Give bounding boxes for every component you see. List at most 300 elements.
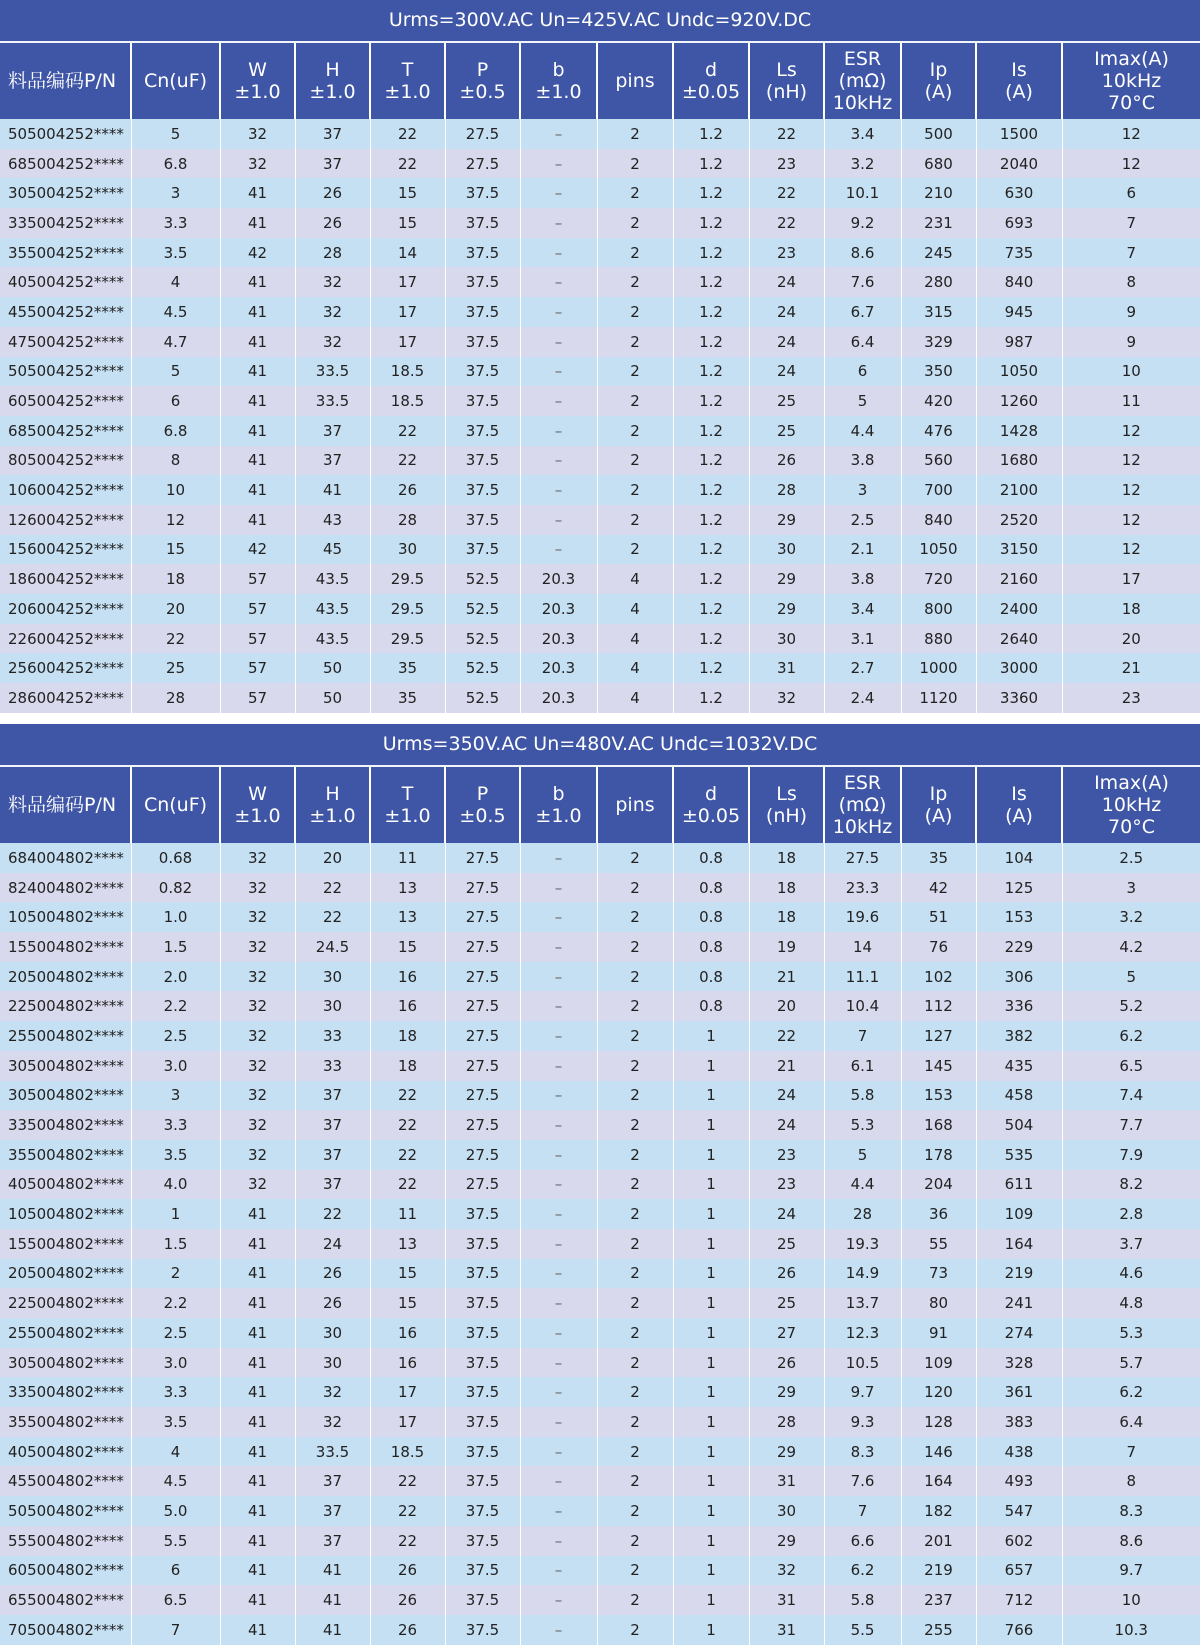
spec-value-cell: 237 xyxy=(901,1585,976,1615)
spec-value-cell: 28 xyxy=(749,1407,824,1437)
spec-value-cell: 37 xyxy=(295,1110,370,1140)
spec-value-cell: 7 xyxy=(1062,1437,1200,1467)
spec-value-cell: 41 xyxy=(220,357,295,387)
spec-value-cell: 458 xyxy=(976,1081,1062,1111)
spec-value-cell: 6.2 xyxy=(824,1556,901,1586)
spec-value-cell: 2 xyxy=(597,1170,673,1200)
table-row xyxy=(0,1318,1200,1348)
spec-value-cell: 37.5 xyxy=(445,267,520,297)
spec-value-cell: 104 xyxy=(976,843,1062,873)
spec-value-cell: 36 xyxy=(901,1199,976,1229)
column-header-unit: (A) xyxy=(1005,81,1033,103)
spec-value-cell: 18 xyxy=(370,1051,445,1081)
column-header-unit: (A) xyxy=(924,81,953,103)
spec-value-cell: 328 xyxy=(976,1348,1062,1378)
spec-value-cell: 7.6 xyxy=(824,1466,901,1496)
column-header-unit: ±1.0 xyxy=(384,805,431,827)
column-header-label: Imax(A) xyxy=(1094,772,1169,794)
spec-value-cell: 8.3 xyxy=(1062,1496,1200,1526)
column-header xyxy=(673,43,749,119)
spec-value-cell: 2.4 xyxy=(824,683,901,713)
spec-value-cell: 29.5 xyxy=(370,624,445,654)
spec-value-cell: 24.5 xyxy=(295,932,370,962)
spec-value-cell: 3 xyxy=(824,475,901,505)
spec-value-cell: 5.0 xyxy=(131,1496,220,1526)
spec-value-cell: 37.5 xyxy=(445,1318,520,1348)
table-row xyxy=(0,962,1200,992)
spec-value-cell: 41 xyxy=(220,1615,295,1645)
part-number-cell: 685004252**** xyxy=(0,416,131,446)
spec-value-cell: 800 xyxy=(901,594,976,624)
spec-value-cell: 2 xyxy=(597,208,673,238)
spec-value-cell: 37.5 xyxy=(445,1377,520,1407)
spec-value-cell: 32 xyxy=(220,119,295,149)
spec-value-cell: 109 xyxy=(901,1348,976,1378)
spec-value-cell: 35 xyxy=(370,683,445,713)
table-row xyxy=(0,1615,1200,1645)
spec-value-cell: 2.5 xyxy=(824,505,901,535)
spec-value-cell: 15 xyxy=(370,178,445,208)
spec-value-cell: – xyxy=(520,1288,597,1318)
part-number-cell: 505004802**** xyxy=(0,1496,131,1526)
spec-value-cell: 8.6 xyxy=(824,238,901,268)
spec-value-cell: 31 xyxy=(749,1466,824,1496)
spec-value-cell: 4 xyxy=(597,564,673,594)
spec-value-cell: 20.3 xyxy=(520,653,597,683)
spec-value-cell: 6.8 xyxy=(131,149,220,179)
spec-value-cell: – xyxy=(520,1199,597,1229)
spec-value-cell: 30 xyxy=(749,624,824,654)
spec-value-cell: 21 xyxy=(749,1051,824,1081)
spec-value-cell: 178 xyxy=(901,1140,976,1170)
spec-value-cell: 41 xyxy=(295,1556,370,1586)
column-header xyxy=(520,43,597,119)
spec-value-cell: 17 xyxy=(370,1407,445,1437)
spec-value-cell: 10 xyxy=(1062,1585,1200,1615)
table-row xyxy=(0,902,1200,932)
table-row xyxy=(0,327,1200,357)
spec-value-cell: 493 xyxy=(976,1466,1062,1496)
spec-value-cell: 4.8 xyxy=(1062,1288,1200,1318)
spec-value-cell: 37.5 xyxy=(445,1585,520,1615)
column-header-label: Imax(A) xyxy=(1094,48,1169,70)
spec-value-cell: 1.2 xyxy=(673,535,749,565)
spec-value-cell: 3 xyxy=(1062,873,1200,903)
spec-value-cell: 3.3 xyxy=(131,208,220,238)
spec-value-cell: 22 xyxy=(370,1170,445,1200)
spec-value-cell: 2 xyxy=(597,1110,673,1140)
spec-value-cell: 25 xyxy=(749,1288,824,1318)
spec-value-cell: 2 xyxy=(597,178,673,208)
spec-value-cell: 27.5 xyxy=(824,843,901,873)
spec-value-cell: 10 xyxy=(131,475,220,505)
spec-value-cell: 125 xyxy=(976,873,1062,903)
spec-value-cell: – xyxy=(520,932,597,962)
spec-value-cell: 2520 xyxy=(976,505,1062,535)
spec-value-cell: 2400 xyxy=(976,594,1062,624)
spec-value-cell: – xyxy=(520,843,597,873)
spec-value-cell: 5.5 xyxy=(824,1615,901,1645)
spec-value-cell: 2 xyxy=(597,1496,673,1526)
spec-value-cell: 22 xyxy=(370,149,445,179)
spec-value-cell: 2 xyxy=(597,327,673,357)
spec-value-cell: – xyxy=(520,1229,597,1259)
spec-value-cell: 0.82 xyxy=(131,873,220,903)
spec-value-cell: 6 xyxy=(131,386,220,416)
spec-value-cell: 2 xyxy=(597,1288,673,1318)
part-number-cell: 305004252**** xyxy=(0,178,131,208)
spec-value-cell: 27.5 xyxy=(445,149,520,179)
table-row xyxy=(0,1466,1200,1496)
spec-value-cell: 37 xyxy=(295,416,370,446)
spec-value-cell: 9.2 xyxy=(824,208,901,238)
column-header-label: d xyxy=(704,783,718,805)
spec-value-cell: 1.2 xyxy=(673,594,749,624)
spec-value-cell: 22 xyxy=(370,1496,445,1526)
spec-value-cell: 30 xyxy=(295,1318,370,1348)
column-header-label: pins xyxy=(615,794,655,816)
spec-value-cell: 25 xyxy=(749,386,824,416)
part-number-cell: 455004252**** xyxy=(0,297,131,327)
part-number-cell: 805004252**** xyxy=(0,446,131,476)
spec-value-cell: 41 xyxy=(220,1199,295,1229)
spec-value-cell: 29 xyxy=(749,1377,824,1407)
table-row xyxy=(0,1229,1200,1259)
spec-value-cell: 17 xyxy=(1062,564,1200,594)
column-header-label: 料品编码P/N xyxy=(8,794,117,816)
spec-value-cell: 42 xyxy=(220,238,295,268)
column-header-label: Is xyxy=(1011,59,1027,81)
spec-value-cell: 2.7 xyxy=(824,653,901,683)
spec-value-cell: 2 xyxy=(597,1466,673,1496)
column-header-label: b xyxy=(552,783,565,805)
column-header xyxy=(370,43,445,119)
spec-value-cell: 13.7 xyxy=(824,1288,901,1318)
voltage-rating-banner: Urms=350V.AC Un=480V.AC Undc=1032V.DC xyxy=(0,724,1200,767)
spec-value-cell: 37.5 xyxy=(445,1229,520,1259)
spec-value-cell: 31 xyxy=(749,653,824,683)
spec-value-cell: 25 xyxy=(131,653,220,683)
spec-value-cell: 32 xyxy=(220,902,295,932)
column-header-label: Ip xyxy=(929,59,948,81)
column-header xyxy=(445,767,520,843)
spec-value-cell: 4.5 xyxy=(131,297,220,327)
spec-value-cell: 37.5 xyxy=(445,1199,520,1229)
spec-value-cell: 7.6 xyxy=(824,267,901,297)
spec-value-cell: 693 xyxy=(976,208,1062,238)
spec-value-cell: 10 xyxy=(1062,357,1200,387)
part-number-cell: 335004252**** xyxy=(0,208,131,238)
spec-value-cell: 2.1 xyxy=(824,535,901,565)
spec-value-cell: 32 xyxy=(220,962,295,992)
column-header xyxy=(0,43,131,119)
column-header xyxy=(597,43,673,119)
spec-value-cell: 547 xyxy=(976,1496,1062,1526)
spec-value-cell: 4 xyxy=(597,683,673,713)
spec-value-cell: 1.2 xyxy=(673,208,749,238)
column-header-unit: 70°C xyxy=(1108,816,1155,838)
column-header-label: ESR xyxy=(843,48,882,70)
spec-value-cell: 24 xyxy=(749,1081,824,1111)
spec-value-cell: 1 xyxy=(673,1407,749,1437)
spec-value-cell: 33.5 xyxy=(295,357,370,387)
spec-value-cell: 9.7 xyxy=(1062,1556,1200,1586)
spec-value-cell: 3.7 xyxy=(1062,1229,1200,1259)
spec-value-cell: 8 xyxy=(131,446,220,476)
spec-value-cell: – xyxy=(520,1021,597,1051)
spec-value-cell: 2 xyxy=(597,1407,673,1437)
part-number-cell: 684004802**** xyxy=(0,843,131,873)
spec-value-cell: 29 xyxy=(749,564,824,594)
spec-value-cell: 15 xyxy=(131,535,220,565)
spec-value-cell: 2 xyxy=(597,446,673,476)
spec-value-cell: 26 xyxy=(749,446,824,476)
spec-value-cell: 3.3 xyxy=(131,1110,220,1140)
spec-value-cell: 146 xyxy=(901,1437,976,1467)
spec-value-cell: 2 xyxy=(597,843,673,873)
spec-value-cell: 1.2 xyxy=(673,178,749,208)
spec-value-cell: 31 xyxy=(749,1615,824,1645)
spec-value-cell: 23 xyxy=(749,149,824,179)
spec-value-cell: 3 xyxy=(131,1081,220,1111)
table-row xyxy=(0,1496,1200,1526)
spec-value-cell: 2 xyxy=(597,149,673,179)
spec-value-cell: 16 xyxy=(370,991,445,1021)
spec-value-cell: 210 xyxy=(901,178,976,208)
column-header-label: H xyxy=(325,783,340,805)
table-row xyxy=(0,1407,1200,1437)
spec-value-cell: 4.2 xyxy=(1062,932,1200,962)
spec-value-cell: – xyxy=(520,1615,597,1645)
column-header-unit: (mΩ) xyxy=(838,794,887,816)
table-body xyxy=(0,119,1200,713)
spec-value-cell: 22 xyxy=(749,178,824,208)
spec-value-cell: 29.5 xyxy=(370,594,445,624)
spec-value-cell: 41 xyxy=(220,208,295,238)
spec-value-cell: 32 xyxy=(295,327,370,357)
spec-value-cell: 7 xyxy=(1062,208,1200,238)
spec-value-cell: – xyxy=(520,1526,597,1556)
spec-value-cell: 5 xyxy=(131,119,220,149)
spec-value-cell: 611 xyxy=(976,1170,1062,1200)
table-row xyxy=(0,1585,1200,1615)
spec-value-cell: 37.5 xyxy=(445,505,520,535)
spec-value-cell: 420 xyxy=(901,386,976,416)
spec-value-cell: 30 xyxy=(749,1496,824,1526)
part-number-cell: 335004802**** xyxy=(0,1110,131,1140)
column-header-label: Ls xyxy=(776,59,797,81)
spec-value-cell: 1 xyxy=(673,1585,749,1615)
table-row xyxy=(0,1110,1200,1140)
spec-value-cell: 23 xyxy=(1062,683,1200,713)
spec-value-cell: – xyxy=(520,208,597,238)
spec-value-cell: 350 xyxy=(901,357,976,387)
spec-value-cell: 37.5 xyxy=(445,1259,520,1289)
spec-value-cell: 41 xyxy=(220,475,295,505)
spec-value-cell: 24 xyxy=(749,1199,824,1229)
spec-value-cell: 2 xyxy=(597,1051,673,1081)
spec-value-cell: 7.9 xyxy=(1062,1140,1200,1170)
spec-value-cell: 41 xyxy=(220,1348,295,1378)
column-header-unit: (nH) xyxy=(765,805,808,827)
table-body xyxy=(0,843,1200,1645)
spec-value-cell: – xyxy=(520,178,597,208)
spec-value-cell: 27 xyxy=(749,1318,824,1348)
spec-value-cell: 25 xyxy=(749,416,824,446)
spec-value-cell: 20 xyxy=(131,594,220,624)
part-number-cell: 255004802**** xyxy=(0,1318,131,1348)
spec-value-cell: 987 xyxy=(976,327,1062,357)
column-header-unit: ±0.05 xyxy=(681,805,741,827)
spec-value-cell: 1.5 xyxy=(131,932,220,962)
spec-value-cell: 1 xyxy=(673,1496,749,1526)
spec-value-cell: 4.5 xyxy=(131,1466,220,1496)
spec-value-cell: 37.5 xyxy=(445,1407,520,1437)
column-header xyxy=(824,43,901,119)
spec-value-cell: 245 xyxy=(901,238,976,268)
part-number-cell: 405004802**** xyxy=(0,1170,131,1200)
spec-value-cell: 26 xyxy=(295,178,370,208)
spec-value-cell: 2 xyxy=(597,1556,673,1586)
spec-value-cell: 9.3 xyxy=(824,1407,901,1437)
spec-value-cell: 37.5 xyxy=(445,327,520,357)
table-row xyxy=(0,357,1200,387)
part-number-cell: 305004802**** xyxy=(0,1081,131,1111)
spec-value-cell: 41 xyxy=(220,446,295,476)
spec-value-cell: 2 xyxy=(597,267,673,297)
spec-value-cell: 382 xyxy=(976,1021,1062,1051)
spec-value-cell: 22 xyxy=(370,1081,445,1111)
part-number-cell: 156004252**** xyxy=(0,535,131,565)
spec-value-cell: 26 xyxy=(295,1259,370,1289)
spec-value-cell: 27.5 xyxy=(445,843,520,873)
spec-value-cell: 5.2 xyxy=(1062,991,1200,1021)
spec-table-block-350v xyxy=(0,724,1200,1645)
spec-value-cell: 10.1 xyxy=(824,178,901,208)
part-number-cell: 225004802**** xyxy=(0,991,131,1021)
spec-value-cell: 28 xyxy=(370,505,445,535)
spec-value-cell: 4.6 xyxy=(1062,1259,1200,1289)
spec-value-cell: 6.2 xyxy=(1062,1021,1200,1051)
spec-value-cell: 57 xyxy=(220,624,295,654)
spec-value-cell: 8.2 xyxy=(1062,1170,1200,1200)
spec-value-cell: 0.8 xyxy=(673,991,749,1021)
spec-value-cell: 12 xyxy=(1062,119,1200,149)
spec-value-cell: 2.5 xyxy=(1062,843,1200,873)
spec-value-cell: 5.8 xyxy=(824,1081,901,1111)
spec-value-cell: 2 xyxy=(597,357,673,387)
spec-value-cell: 27.5 xyxy=(445,991,520,1021)
spec-value-cell: 18 xyxy=(749,902,824,932)
spec-value-cell: 1050 xyxy=(901,535,976,565)
spec-value-cell: 37.5 xyxy=(445,386,520,416)
spec-value-cell: 22 xyxy=(370,1140,445,1170)
column-header-unit: ±1.0 xyxy=(234,81,281,103)
column-header-unit: ±1.0 xyxy=(535,805,582,827)
spec-value-cell: 2640 xyxy=(976,624,1062,654)
spec-value-cell: 0.8 xyxy=(673,962,749,992)
part-number-cell: 305004802**** xyxy=(0,1051,131,1081)
spec-value-cell: 22 xyxy=(370,1110,445,1140)
spec-value-cell: 32 xyxy=(220,991,295,1021)
spec-value-cell: 37.5 xyxy=(445,357,520,387)
spec-value-cell: 1 xyxy=(673,1556,749,1586)
spec-value-cell: 182 xyxy=(901,1496,976,1526)
spec-value-cell: 33.5 xyxy=(295,386,370,416)
column-header-label: T xyxy=(401,783,414,805)
table-row xyxy=(0,1377,1200,1407)
spec-value-cell: 16 xyxy=(370,1318,445,1348)
spec-value-cell: 22 xyxy=(370,1526,445,1556)
spec-value-cell: 1.2 xyxy=(673,475,749,505)
spec-value-cell: 41 xyxy=(220,267,295,297)
spec-value-cell: 2 xyxy=(597,505,673,535)
spec-value-cell: 630 xyxy=(976,178,1062,208)
spec-value-cell: 5 xyxy=(1062,962,1200,992)
spec-value-cell: 15 xyxy=(370,208,445,238)
spec-value-cell: – xyxy=(520,1496,597,1526)
spec-value-cell: 329 xyxy=(901,327,976,357)
spec-value-cell: 1.2 xyxy=(673,505,749,535)
spec-value-cell: 32 xyxy=(295,297,370,327)
spec-value-cell: 9 xyxy=(1062,327,1200,357)
spec-value-cell: 18 xyxy=(1062,594,1200,624)
spec-value-cell: 8.6 xyxy=(1062,1526,1200,1556)
spec-value-cell: 2040 xyxy=(976,149,1062,179)
spec-value-cell: 20.3 xyxy=(520,564,597,594)
spec-value-cell: 32 xyxy=(749,1556,824,1586)
spec-value-cell: 27.5 xyxy=(445,1170,520,1200)
spec-value-cell: 15 xyxy=(370,1288,445,1318)
spec-value-cell: 32 xyxy=(749,683,824,713)
spec-value-cell: 1.2 xyxy=(673,564,749,594)
spec-value-cell: 1260 xyxy=(976,386,1062,416)
spec-value-cell: 1.2 xyxy=(673,297,749,327)
spec-value-cell: 41 xyxy=(220,505,295,535)
spec-value-cell: 6 xyxy=(824,357,901,387)
spec-value-cell: 3.8 xyxy=(824,564,901,594)
spec-value-cell: 1.2 xyxy=(673,149,749,179)
spec-value-cell: 109 xyxy=(976,1199,1062,1229)
spec-value-cell: 3.0 xyxy=(131,1348,220,1378)
table-row xyxy=(0,1259,1200,1289)
spec-value-cell: 1120 xyxy=(901,683,976,713)
column-header xyxy=(901,767,976,843)
spec-value-cell: 6.6 xyxy=(824,1526,901,1556)
spec-value-cell: 5.3 xyxy=(824,1110,901,1140)
spec-value-cell: 32 xyxy=(295,1377,370,1407)
spec-value-cell: 23 xyxy=(749,238,824,268)
spec-value-cell: 1.2 xyxy=(673,119,749,149)
spec-value-cell: 4.4 xyxy=(824,416,901,446)
column-header-unit: ±0.05 xyxy=(681,81,741,103)
spec-value-cell: 3.4 xyxy=(824,119,901,149)
table-row xyxy=(0,683,1200,713)
column-header-unit: ±1.0 xyxy=(309,81,356,103)
spec-value-cell: 41 xyxy=(220,1585,295,1615)
spec-value-cell: 41 xyxy=(220,1526,295,1556)
spec-value-cell: 2 xyxy=(597,416,673,446)
spec-value-cell: 13 xyxy=(370,873,445,903)
spec-value-cell: 2 xyxy=(597,1615,673,1645)
column-header-unit: (mΩ) xyxy=(838,70,887,92)
spec-value-cell: 22 xyxy=(749,208,824,238)
spec-value-cell: 14 xyxy=(370,238,445,268)
table-row xyxy=(0,1081,1200,1111)
spec-value-cell: 1 xyxy=(673,1466,749,1496)
spec-value-cell: 37.5 xyxy=(445,1437,520,1467)
column-header-unit: 10kHz xyxy=(1101,794,1162,816)
